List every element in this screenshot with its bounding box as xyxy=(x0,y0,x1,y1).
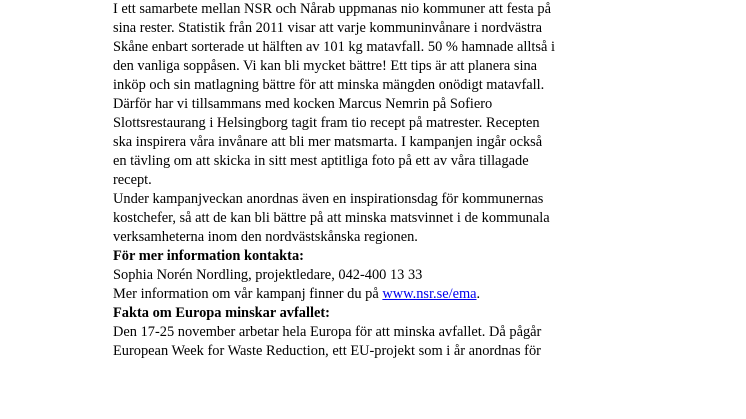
paragraph-inspiration-day xyxy=(113,190,593,247)
text-line: sina rester. Statistik från 2011 visar att varje kommuninvånare i nordvästra xyxy=(113,20,543,36)
contact-person: Sophia Norén Nordling, projektledare, 042-400 13 33 xyxy=(113,267,423,283)
contact-heading: För mer information kontakta: xyxy=(113,248,304,264)
text-line: den vanliga soppåsen. Vi kan bli mycket bättre! Ett tips är att planera sina xyxy=(113,58,538,74)
document-page xyxy=(113,0,593,361)
text-line: Den 17-25 november arbetar hela Europa för att minska avfallet. Då pågår xyxy=(113,324,542,340)
more-info-prefix: Mer information om vår kampanj finner du på xyxy=(113,286,383,302)
text-line: Skåne enbart sorterade ut hälften av 101 kg matavfall. 50 % hamnade alltså i xyxy=(113,39,555,55)
contact-section xyxy=(113,247,593,304)
more-info-suffix: . xyxy=(476,286,481,302)
text-line: I ett samarbete mellan NSR och Nårab uppmanas nio kommuner att festa på xyxy=(113,1,551,17)
text-line: Under kampanjveckan anordnas även en inspirationsdag för kommunernas xyxy=(113,191,544,207)
text-line: en tävling om att skicka in sitt mest aptitliga foto på ett av våra tillagade xyxy=(113,153,529,169)
text-line: ska inspirera våra invånare att bli mer matsmarta. I kampanjen ingår också xyxy=(113,134,543,150)
text-line: European Week for Waste Reduction, ett EU-projekt som i år anordnas för xyxy=(113,343,541,359)
text-line: inköp och sin matlagning bättre för att minska mängden onödigt matavfall. xyxy=(113,77,545,93)
more-info-line xyxy=(113,285,593,304)
nsr-campaign-link[interactable]: www.nsr.se/ema xyxy=(382,286,477,302)
text-line: kostchefer, så att de kan bli bättre på att minska matsvinnet i de kommunala xyxy=(113,210,550,226)
facts-heading: Fakta om Europa minskar avfallet: xyxy=(113,305,330,321)
text-line: Slottsrestaurang i Helsingborg tagit fram tio recept på matrester. Recepten xyxy=(113,115,540,131)
text-line: verksamheterna inom den nordvästskånska regionen. xyxy=(113,229,418,245)
text-line: recept. xyxy=(113,172,152,188)
text-line: Därför har vi tillsammans med kocken Marcus Nemrin på Sofiero xyxy=(113,96,493,112)
paragraph-campaign-intro xyxy=(113,0,593,190)
facts-section xyxy=(113,304,593,361)
